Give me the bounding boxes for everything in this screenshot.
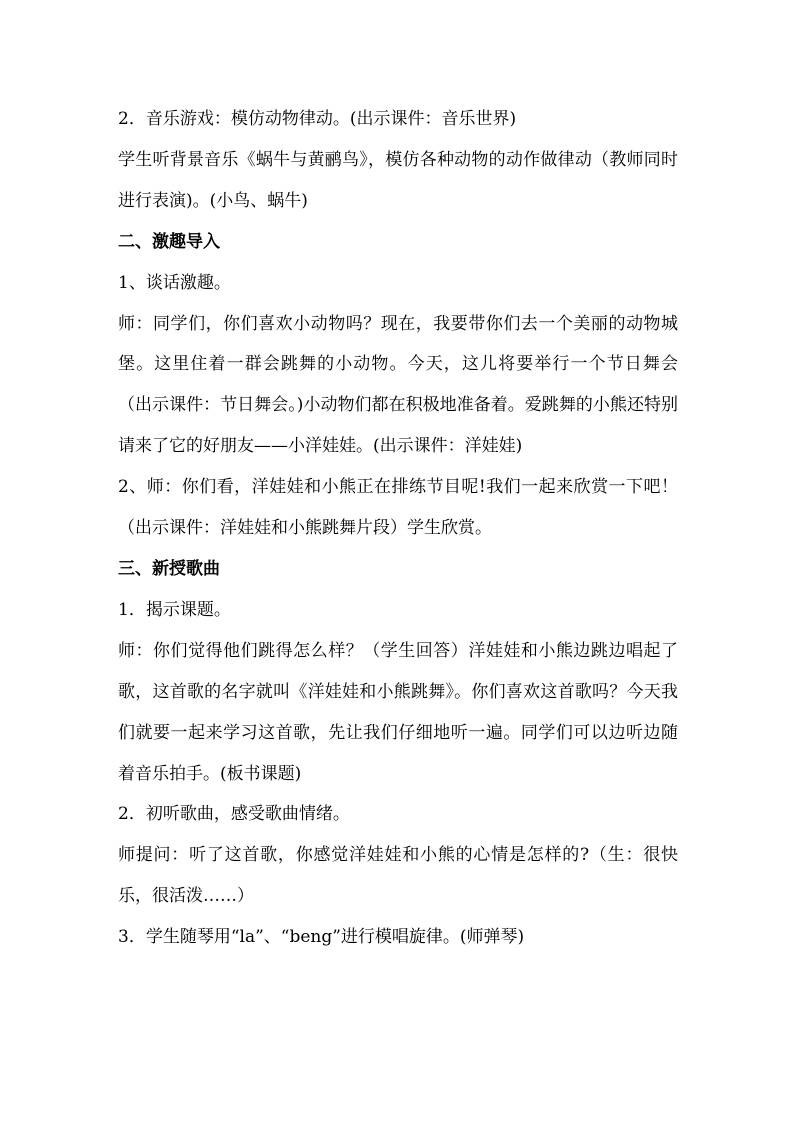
paragraph-reveal-title: 1．揭示课题。 (118, 599, 231, 620)
section-heading-new-song: 三、新授歌曲 (118, 558, 220, 579)
section-heading-introduction: 二、激趣导入 (118, 231, 220, 252)
document-body (118, 99, 678, 958)
paragraph-first-listen: 2．初听歌曲，感受歌曲情绪。 (118, 804, 350, 825)
paragraph-music-game: 2．音乐游戏：模仿动物律动。(出示课件：音乐世界) (118, 109, 517, 129)
paragraph-feeling-question: 师提问：听了这首歌，你感觉洋娃娃和小熊的心情是怎样的?（生：很快乐，很活泼……） (118, 845, 678, 907)
paragraph-melody-practice: 3．学生随琴用“la”、“beng”进行模唱旋律。(师弹琴) (118, 927, 525, 948)
paragraph-rhythm-activity: 学生听背景音乐《蜗牛与黄鹂鸟》，模仿各种动物的动作做律动（教师同时进行表演)。(小鸟、蜗牛) (118, 149, 678, 211)
paragraph-watch-performance: 2、师：你们看，洋娃娃和小熊正在排练节目呢!我们一起来欣赏一下吧！（出示课件：洋娃娃和小熊跳舞片段）学生欣赏。 (118, 477, 678, 539)
paragraph-conversation: 1、谈话激趣。 (118, 272, 231, 293)
paragraph-teacher-question: 师：你们觉得他们跳得怎么样？（学生回答）洋娃娃和小熊边跳边唱起了歌，这首歌的名字就叫《洋娃娃和小熊跳舞》。你们喜欢这首歌吗？今天我们就要一起来学习这首歌，先让我们仔细地听一遍。同学们可以边听边随着音乐拍手。(板书课题) (118, 640, 678, 784)
paragraph-teacher-intro: 师：同学们，你们喜欢小动物吗？现在，我要带你们去一个美丽的动物城堡。这里住着一群会跳舞的小动物。今天，这儿将要举行一个节日舞会（出示课件：节日舞会。)小动物们都在积极地准备着。爱跳舞的小熊还特别请来了它的好朋友——小洋娃娃。(出示课件：洋娃娃) (118, 313, 678, 457)
